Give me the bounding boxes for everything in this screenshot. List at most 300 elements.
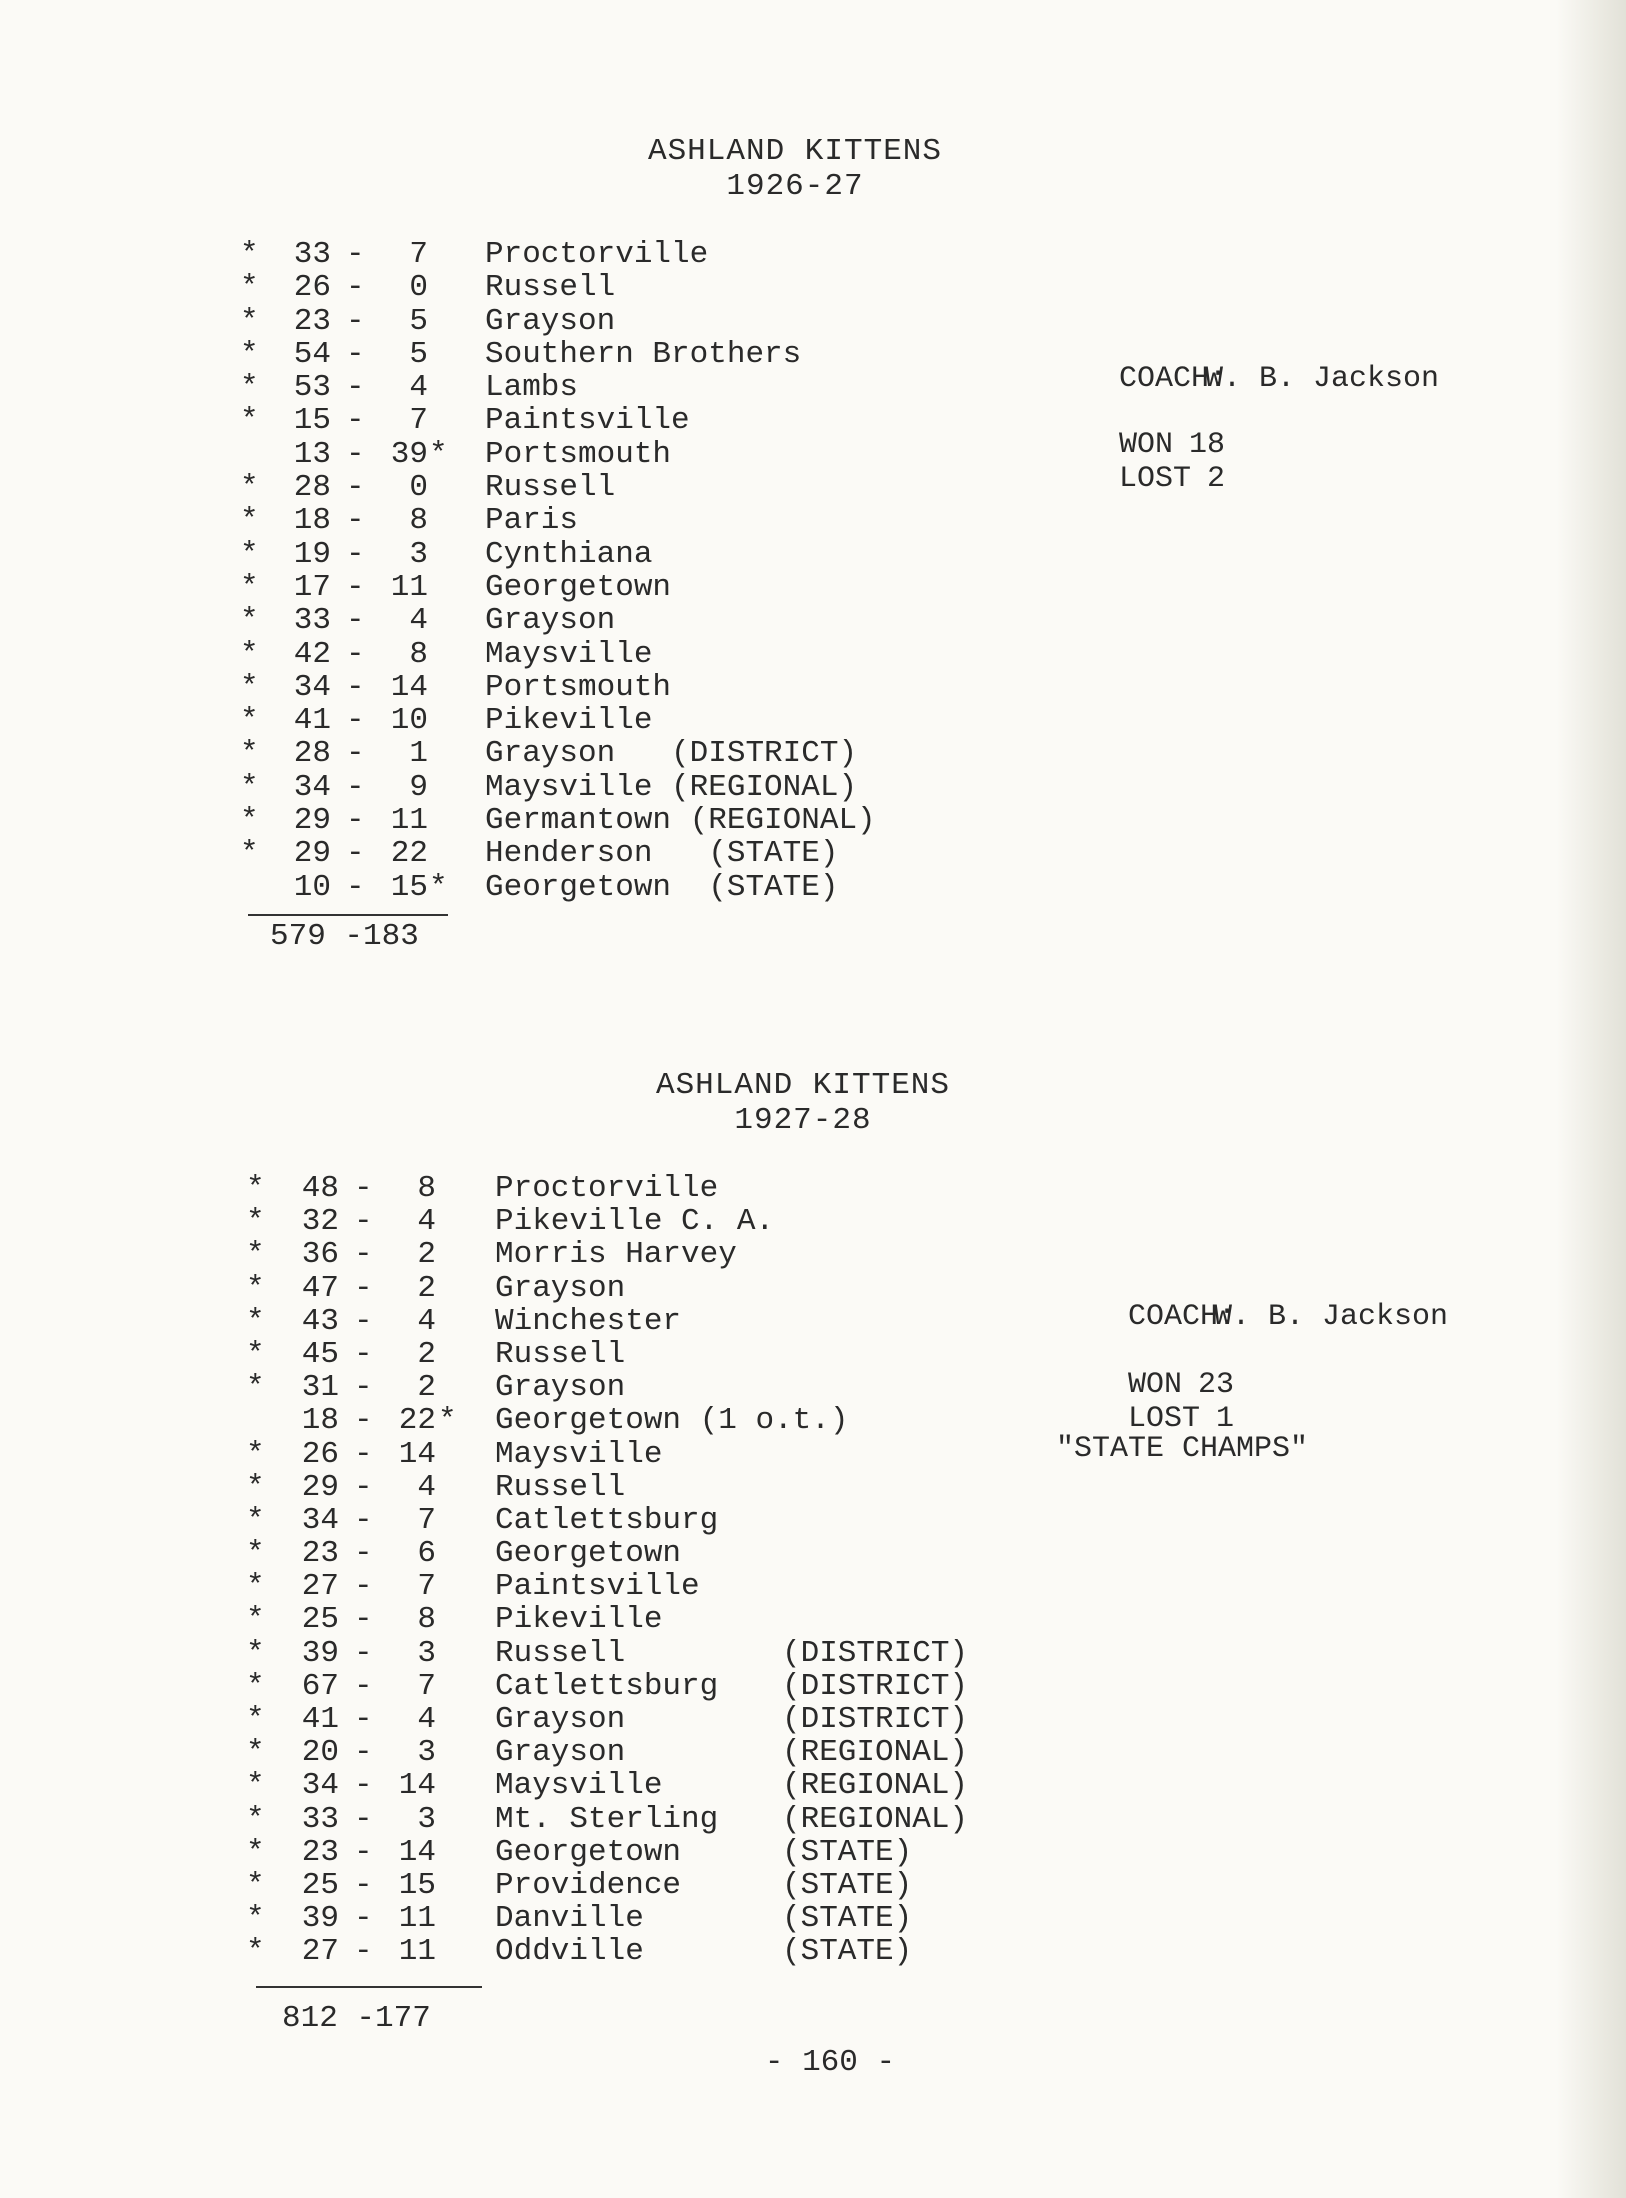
season-total: 579 -183 — [270, 919, 419, 954]
game-row — [0, 1803, 1100, 1836]
score-dash: - — [346, 403, 365, 439]
opponent-name: Danville — [495, 1901, 644, 1937]
ashland-score: 23 — [293, 303, 331, 339]
score-dash: - — [346, 503, 365, 539]
opponent-name: Pikeville C. A. — [495, 1204, 775, 1240]
opponent-score: 8 — [409, 636, 428, 672]
coach-label: COACH: — [1119, 362, 1228, 396]
ashland-score: 33 — [301, 1801, 339, 1837]
opponent-score: 15 — [390, 869, 428, 905]
game-row — [0, 704, 1100, 737]
ashland-score: 26 — [293, 270, 331, 306]
ashland-score: 19 — [293, 536, 331, 572]
tournament-note: (STATE) — [782, 1934, 913, 1970]
score-dash: - — [354, 1270, 373, 1306]
ashland-score: 39 — [301, 1635, 339, 1671]
game-row — [0, 1305, 1100, 1338]
game-row — [0, 1238, 1100, 1271]
opponent-score: 10 — [390, 703, 428, 739]
score-dash: - — [346, 836, 365, 872]
game-row — [0, 1603, 1100, 1636]
ashland-score: 18 — [301, 1403, 339, 1439]
ashland-score: 33 — [293, 603, 331, 639]
opponent-name: Russell — [495, 1635, 626, 1671]
win-marker: * — [246, 1834, 265, 1870]
score-dash: - — [354, 1569, 373, 1605]
opponent-name: Southern Brothers — [485, 336, 802, 372]
game-row — [0, 1703, 1100, 1736]
win-marker: * — [246, 1502, 265, 1538]
game-row — [0, 1471, 1100, 1504]
loss-marker: * — [438, 1403, 457, 1439]
score-dash: - — [346, 769, 365, 805]
opponent-score: 4 — [417, 1702, 436, 1737]
ashland-score: 15 — [293, 403, 331, 439]
coach-name: W. B. Jackson — [1205, 362, 1440, 396]
game-row — [0, 771, 1100, 804]
opponent-score: 2 — [417, 1336, 436, 1372]
game-row — [0, 1935, 1100, 1968]
opponent-score: 8 — [417, 1171, 436, 1206]
game-row — [0, 538, 1100, 571]
tournament-note: (REGIONAL) — [782, 1735, 969, 1771]
win-marker: * — [240, 669, 259, 705]
game-row — [0, 404, 1100, 437]
ashland-score: 25 — [301, 1867, 339, 1903]
ashland-score: 27 — [301, 1569, 339, 1605]
opponent-score: 4 — [409, 370, 428, 406]
ashland-score: 34 — [301, 1768, 339, 1804]
ashland-score: 34 — [301, 1502, 339, 1538]
opponent-name: Pikeville — [485, 703, 653, 739]
opponent-name: Grayson — [495, 1702, 626, 1737]
opponent-score: 39 — [390, 436, 428, 472]
win-marker: * — [240, 803, 259, 839]
score-dash: - — [354, 1702, 373, 1737]
ashland-score: 26 — [301, 1436, 339, 1472]
tournament-note: (REGIONAL) — [782, 1801, 969, 1837]
win-marker: * — [246, 1336, 265, 1372]
opponent-score: 11 — [398, 1901, 436, 1937]
opponent-score: 7 — [417, 1569, 436, 1605]
game-row — [0, 371, 1100, 404]
won-value: 18 — [1189, 428, 1226, 462]
opponent-name: Georgetown (1 o.t.) — [495, 1403, 849, 1439]
ashland-score: 48 — [301, 1171, 339, 1206]
opponent-name: Grayson — [495, 1735, 626, 1771]
score-dash: - — [346, 237, 365, 272]
score-dash: - — [346, 703, 365, 739]
opponent-name: Portsmouth — [485, 436, 672, 472]
opponent-score: 5 — [409, 336, 428, 372]
game-row — [0, 804, 1100, 837]
win-marker: * — [240, 569, 259, 605]
ashland-score: 31 — [301, 1370, 339, 1406]
coach-name: W. B. Jackson — [1214, 1300, 1449, 1334]
win-marker: * — [246, 1867, 265, 1903]
ashland-score: 25 — [301, 1602, 339, 1638]
ashland-score: 34 — [293, 669, 331, 705]
game-row — [0, 1404, 1100, 1437]
season-year: 1926-27 — [726, 169, 864, 204]
ashland-score: 32 — [301, 1204, 339, 1240]
game-row — [0, 1205, 1100, 1238]
opponent-name: Georgetown — [495, 1834, 682, 1870]
win-marker: * — [240, 470, 259, 506]
score-dash: - — [354, 1171, 373, 1206]
score-dash: - — [354, 1303, 373, 1339]
score-dash: - — [346, 803, 365, 839]
opponent-name: Winchester — [495, 1303, 682, 1339]
opponent-score: 4 — [417, 1204, 436, 1240]
opponent-name: Maysville — [485, 636, 653, 672]
tournament-note: (REGIONAL) — [782, 1768, 969, 1804]
opponent-score: 2 — [417, 1270, 436, 1306]
ashland-score: 27 — [301, 1934, 339, 1970]
opponent-score: 4 — [417, 1303, 436, 1339]
opponent-name: Grayson (DISTRICT) — [485, 736, 858, 772]
score-dash: - — [354, 1768, 373, 1804]
opponent-score: 3 — [417, 1635, 436, 1671]
score-dash: - — [354, 1834, 373, 1870]
opponent-score: 22 — [390, 836, 428, 872]
game-row — [0, 1670, 1100, 1703]
win-marker: * — [240, 370, 259, 406]
opponent-score: 14 — [390, 669, 428, 705]
game-row — [0, 504, 1100, 537]
opponent-score: 7 — [417, 1668, 436, 1704]
game-row — [0, 238, 1100, 271]
game-row — [0, 1172, 1100, 1205]
opponent-score: 3 — [417, 1801, 436, 1837]
opponent-name: Catlettsburg — [495, 1668, 719, 1704]
win-marker: * — [240, 237, 259, 272]
score-dash: - — [354, 1901, 373, 1937]
score-dash: - — [354, 1668, 373, 1704]
tournament-note: (STATE) — [782, 1834, 913, 1870]
ashland-score: 10 — [293, 869, 331, 905]
opponent-score: 14 — [398, 1834, 436, 1870]
opponent-name: Portsmouth — [485, 669, 672, 705]
opponent-score: 4 — [409, 603, 428, 639]
game-list — [0, 238, 1100, 904]
opponent-name: Maysville — [495, 1436, 663, 1472]
game-row — [0, 338, 1100, 371]
game-row — [0, 1736, 1100, 1769]
win-marker: * — [240, 403, 259, 439]
game-row — [0, 1902, 1100, 1935]
win-marker: * — [246, 1668, 265, 1704]
opponent-name: Paintsville — [495, 1569, 700, 1605]
tournament-note: (DISTRICT) — [782, 1635, 969, 1671]
game-row — [0, 604, 1100, 637]
score-dash: - — [346, 303, 365, 339]
game-list — [0, 1172, 1100, 1969]
win-marker: * — [240, 270, 259, 306]
opponent-score: 15 — [398, 1867, 436, 1903]
ashland-score: 23 — [301, 1536, 339, 1572]
opponent-score: 11 — [390, 569, 428, 605]
game-row — [0, 837, 1100, 870]
ashland-score: 67 — [301, 1668, 339, 1704]
score-dash: - — [354, 1502, 373, 1538]
game-row — [0, 638, 1100, 671]
win-marker: * — [240, 303, 259, 339]
coach-label: COACH: — [1128, 1300, 1237, 1334]
game-row — [0, 1537, 1100, 1570]
opponent-score: 3 — [409, 536, 428, 572]
opponent-name: Proctorville — [485, 237, 709, 272]
opponent-name: Germantown (REGIONAL) — [485, 803, 876, 839]
opponent-score: 0 — [409, 470, 428, 506]
opponent-name: Grayson — [485, 303, 616, 339]
opponent-name: Mt. Sterling — [495, 1801, 719, 1837]
score-dash: - — [354, 1336, 373, 1372]
win-marker: * — [240, 836, 259, 872]
opponent-name: Maysville (REGIONAL) — [485, 769, 858, 805]
game-row — [0, 305, 1100, 338]
opponent-name: Catlettsburg — [495, 1502, 719, 1538]
win-marker: * — [246, 1602, 265, 1638]
opponent-name: Lambs — [485, 370, 579, 406]
opponent-score: 11 — [398, 1934, 436, 1970]
score-dash: - — [346, 603, 365, 639]
tournament-note: (DISTRICT) — [782, 1668, 969, 1704]
win-marker: * — [246, 1735, 265, 1771]
score-dash: - — [346, 536, 365, 572]
opponent-name: Russell — [495, 1469, 626, 1505]
season-total: 812 -177 — [282, 2001, 431, 2036]
opponent-score: 9 — [409, 769, 428, 805]
win-marker: * — [246, 1801, 265, 1837]
game-row — [0, 438, 1100, 471]
ashland-score: 41 — [301, 1702, 339, 1737]
game-row — [0, 1371, 1100, 1404]
ashland-score: 39 — [301, 1901, 339, 1937]
win-marker: * — [240, 736, 259, 772]
opponent-score: 8 — [409, 503, 428, 539]
opponent-score: 14 — [398, 1436, 436, 1472]
win-marker: * — [240, 769, 259, 805]
win-marker: * — [240, 536, 259, 572]
game-row — [0, 737, 1100, 770]
game-row — [0, 1869, 1100, 1902]
score-dash: - — [346, 636, 365, 672]
ashland-score: 29 — [301, 1469, 339, 1505]
opponent-name: Henderson (STATE) — [485, 836, 839, 872]
opponent-score: 6 — [417, 1536, 436, 1572]
game-row — [0, 1438, 1100, 1471]
win-marker: * — [246, 1370, 265, 1406]
game-row — [0, 1338, 1100, 1371]
opponent-name: Paris — [485, 503, 579, 539]
game-row — [0, 1504, 1100, 1537]
team-title: ASHLAND KITTENS — [655, 1068, 951, 1103]
ashland-score: 13 — [293, 436, 331, 472]
game-row — [0, 271, 1100, 304]
win-marker: * — [246, 1901, 265, 1937]
ashland-score: 20 — [301, 1735, 339, 1771]
opponent-name: Oddville — [495, 1934, 644, 1970]
win-marker: * — [246, 1303, 265, 1339]
page-number: - 160 - — [764, 2045, 896, 2080]
score-dash: - — [354, 1469, 373, 1505]
game-row — [0, 1272, 1100, 1305]
opponent-score: 11 — [390, 803, 428, 839]
game-row — [0, 671, 1100, 704]
opponent-name: Cynthiana — [485, 536, 653, 572]
season-header — [573, 1068, 1033, 1138]
opponent-name: Maysville — [495, 1768, 663, 1804]
tournament-note: (STATE) — [782, 1901, 913, 1937]
win-marker: * — [246, 1171, 265, 1206]
won-label: WON — [1119, 428, 1174, 462]
opponent-name: Russell — [485, 470, 616, 506]
score-dash: - — [346, 436, 365, 472]
opponent-name: Providence — [495, 1867, 682, 1903]
win-marker: * — [240, 336, 259, 372]
game-row — [0, 1769, 1100, 1802]
won-label: WON — [1128, 1368, 1183, 1402]
ashland-score: 23 — [301, 1834, 339, 1870]
ashland-score: 45 — [301, 1336, 339, 1372]
ashland-score: 36 — [301, 1237, 339, 1273]
score-dash: - — [354, 1867, 373, 1903]
ashland-score: 18 — [293, 503, 331, 539]
tournament-note: (DISTRICT) — [782, 1702, 969, 1737]
ashland-score: 43 — [301, 1303, 339, 1339]
opponent-score: 4 — [417, 1469, 436, 1505]
win-marker: * — [240, 636, 259, 672]
score-dash: - — [354, 1602, 373, 1638]
win-marker: * — [246, 1768, 265, 1804]
loss-marker: * — [429, 869, 448, 905]
ashland-score: 34 — [293, 769, 331, 805]
win-marker: * — [240, 603, 259, 639]
lost-value: 2 — [1207, 462, 1226, 496]
win-marker: * — [246, 1436, 265, 1472]
opponent-score: 2 — [417, 1370, 436, 1406]
season-year: 1927-28 — [734, 1103, 872, 1138]
opponent-score: 7 — [417, 1502, 436, 1538]
opponent-name: Russell — [495, 1336, 626, 1372]
tournament-note: (STATE) — [782, 1867, 913, 1903]
opponent-name: Russell — [485, 270, 616, 306]
score-dash: - — [354, 1934, 373, 1970]
total-rule — [248, 914, 448, 916]
page-edge-shadow — [1556, 0, 1626, 2198]
opponent-name: Georgetown (STATE) — [485, 869, 839, 905]
score-dash: - — [354, 1403, 373, 1439]
win-marker: * — [240, 503, 259, 539]
opponent-score: 14 — [398, 1768, 436, 1804]
win-marker: * — [246, 1469, 265, 1505]
ashland-score: 47 — [301, 1270, 339, 1306]
score-dash: - — [354, 1370, 373, 1406]
loss-marker: * — [429, 436, 448, 472]
win-marker: * — [246, 1204, 265, 1240]
opponent-score: 2 — [417, 1237, 436, 1273]
opponent-score: 22 — [398, 1403, 436, 1439]
score-dash: - — [346, 370, 365, 406]
opponent-score: 7 — [409, 237, 428, 272]
score-dash: - — [354, 1237, 373, 1273]
opponent-score: 5 — [409, 303, 428, 339]
ashland-score: 28 — [293, 470, 331, 506]
score-dash: - — [354, 1436, 373, 1472]
score-dash: - — [354, 1735, 373, 1771]
win-marker: * — [246, 1536, 265, 1572]
win-marker: * — [246, 1270, 265, 1306]
opponent-name: Georgetown — [495, 1536, 682, 1572]
score-dash: - — [346, 736, 365, 772]
win-marker: * — [246, 1934, 265, 1970]
ashland-score: 28 — [293, 736, 331, 772]
total-rule — [256, 1986, 482, 1988]
ashland-score: 33 — [293, 237, 331, 272]
ashland-score: 29 — [293, 836, 331, 872]
opponent-score: 8 — [417, 1602, 436, 1638]
opponent-name: Paintsville — [485, 403, 690, 439]
win-marker: * — [246, 1569, 265, 1605]
won-value: 23 — [1198, 1368, 1235, 1402]
win-marker: * — [246, 1702, 265, 1737]
opponent-score: 7 — [409, 403, 428, 439]
game-row — [0, 1637, 1100, 1670]
score-dash: - — [346, 569, 365, 605]
opponent-score: 0 — [409, 270, 428, 306]
lost-value: 1 — [1216, 1402, 1235, 1436]
win-marker: * — [246, 1237, 265, 1273]
opponent-score: 1 — [409, 736, 428, 772]
state-champs-note: "STATE CHAMPS" — [1056, 1432, 1309, 1466]
season-header — [565, 134, 1025, 204]
opponent-name: Grayson — [485, 603, 616, 639]
score-dash: - — [346, 470, 365, 506]
game-row — [0, 871, 1100, 904]
opponent-name: Georgetown — [485, 569, 672, 605]
opponent-name: Pikeville — [495, 1602, 663, 1638]
opponent-name: Grayson — [495, 1270, 626, 1306]
opponent-name: Proctorville — [495, 1171, 719, 1206]
ashland-score: 54 — [293, 336, 331, 372]
ashland-score: 17 — [293, 569, 331, 605]
win-marker: * — [240, 703, 259, 739]
score-dash: - — [354, 1635, 373, 1671]
opponent-name: Morris Harvey — [495, 1237, 737, 1273]
team-title: ASHLAND KITTENS — [647, 134, 943, 169]
game-row — [0, 1570, 1100, 1603]
score-dash: - — [354, 1204, 373, 1240]
ashland-score: 53 — [293, 370, 331, 406]
game-row — [0, 1836, 1100, 1869]
score-dash: - — [346, 869, 365, 905]
ashland-score: 29 — [293, 803, 331, 839]
opponent-score: 3 — [417, 1735, 436, 1771]
score-dash: - — [346, 336, 365, 372]
ashland-score: 41 — [293, 703, 331, 739]
ashland-score: 42 — [293, 636, 331, 672]
game-row — [0, 571, 1100, 604]
score-dash: - — [354, 1801, 373, 1837]
lost-label: LOST — [1119, 462, 1192, 496]
lost-label: LOST — [1128, 1402, 1201, 1436]
score-dash: - — [346, 669, 365, 705]
score-dash: - — [346, 270, 365, 306]
game-row — [0, 471, 1100, 504]
win-marker: * — [246, 1635, 265, 1671]
opponent-name: Grayson — [495, 1370, 626, 1406]
